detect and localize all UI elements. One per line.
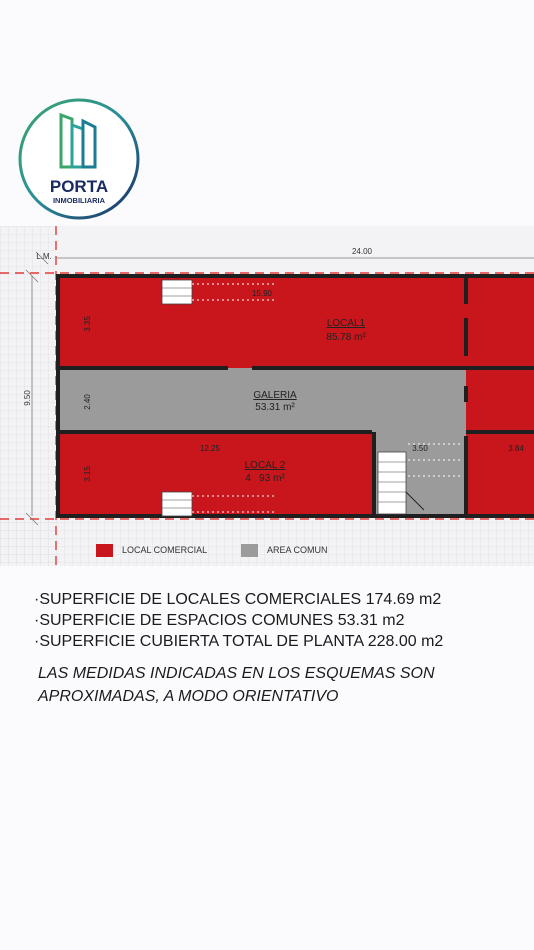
dim-width: 24.00 [351,247,373,256]
logo-subtitle: INMOBILIARIA [52,196,106,205]
local1-area-label: 85.78 m² [326,332,366,343]
disclaimer-text: LAS MEDIDAS INDICADAS EN LOS ESQUEMAS SON APROXIMADAS, A MODO ORIENTATIVO [38,665,435,705]
legend-label: AREA COMUN [267,545,328,555]
legend-swatch-commercial [96,544,113,557]
local1-name: LOCAL1 [326,318,366,329]
dim-stair-w: 3.50 [412,444,428,453]
legend-area-comun [241,542,328,558]
legend-swatch-common [241,544,258,557]
dim-local1-w: 15.90 [251,289,273,298]
local-right-bottom [466,432,534,518]
lm-label: L.M. [36,252,52,261]
summary-common: ·SUPERFICIE DE ESPACIOS COMUNES 53.31 m2 [34,612,405,629]
galeria-area-label: 53.31 m² [255,402,295,413]
legend-local-comercial [96,542,207,558]
porta-logo [17,97,141,221]
dim-local2-h: 3.15 [83,466,92,482]
dim-height: 9.50 [23,390,32,406]
local-right-top [466,276,534,368]
summary-total: ·SUPERFICIE CUBIERTA TOTAL DE PLANTA 228.00 m2 [34,633,444,650]
surface-summary [34,589,529,652]
legend-label: LOCAL COMERCIAL [122,545,208,555]
dim-right-w: 3.84 [508,444,524,453]
summary-commercial: ·SUPERFICIE DE LOCALES COMERCIALES 174.69 m2 [34,591,442,608]
logo-brand: PORTA [49,177,109,196]
local2-area-label: 4 93 m² [245,473,285,484]
local-right-mid [466,368,534,432]
floor-plan [0,226,534,566]
dim-local2-w: 12.25 [199,444,221,453]
dim-galeria-h: 2.40 [83,394,92,410]
local2-name: LOCAL 2 [244,460,286,471]
galeria-name: GALERIA [253,390,297,401]
dim-local1-h: 3.35 [83,316,92,332]
